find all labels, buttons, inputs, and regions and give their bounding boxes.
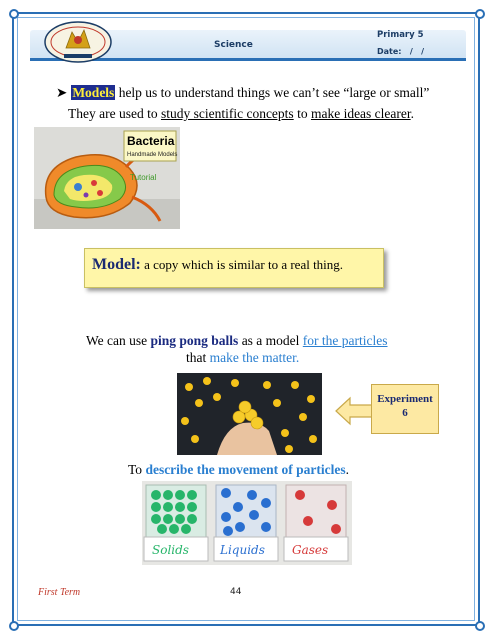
liquids-card-label: Liquids <box>220 543 265 557</box>
experiment-label: Experiment <box>377 393 433 405</box>
movement-line <box>128 462 349 478</box>
underlined-phrase: make ideas clearer <box>310 106 411 121</box>
intro-text: help us to understand things we can’t see “large or small” <box>115 85 430 100</box>
underlined-phrase: study scientific concepts <box>160 106 294 121</box>
frame-corner-ornament <box>9 9 19 19</box>
body-text: To <box>128 462 146 477</box>
experiment-callout <box>371 384 439 434</box>
school-logo <box>42 20 114 64</box>
body-text: We can use <box>86 333 151 348</box>
subject-label: Science <box>214 40 253 50</box>
particles-link: for the particles <box>302 333 388 348</box>
bacteria-model-photo <box>34 127 180 229</box>
states-of-matter-photo <box>142 481 352 565</box>
body-text: as a model <box>238 333 303 348</box>
ping-pong-highlight: ping pong balls <box>150 333 239 348</box>
bullet-arrow-icon: ➤ <box>56 85 68 100</box>
matter-phrase: make the matter. <box>209 350 300 365</box>
intro-text: . <box>410 106 415 121</box>
keyword-models: Models <box>72 85 115 100</box>
bacteria-subtitle: Handmade Models <box>127 152 178 158</box>
body-text: . <box>345 462 350 477</box>
definition-body: a copy which is similar to a real thing. <box>140 257 344 272</box>
grade-label: Primary 5 <box>377 30 424 40</box>
ping-pong-line-2 <box>186 350 299 366</box>
date-field: Date: / / <box>377 47 425 56</box>
intro-line-2 <box>68 106 414 122</box>
experiment-number: 6 <box>402 407 408 419</box>
gases-card-label: Gases <box>292 543 329 557</box>
intro-text: They are used to <box>68 106 161 121</box>
frame-corner-ornament <box>475 621 485 631</box>
movement-highlight: describe the movement of particles <box>145 462 346 477</box>
intro-text: to <box>293 106 311 121</box>
ping-pong-line-1 <box>86 333 388 349</box>
solids-card-label: Solids <box>152 543 189 557</box>
frame-corner-ornament <box>475 9 485 19</box>
experiment-arrow-icon <box>334 396 376 426</box>
bacteria-title: Bacteria <box>127 134 175 148</box>
body-text: that <box>186 350 210 365</box>
definition-term: Model: <box>92 256 141 273</box>
bacteria-tag: Tutorial <box>130 173 157 182</box>
ping-pong-balls-photo <box>177 373 322 455</box>
page-number: 44 <box>230 587 242 597</box>
intro-line-1 <box>56 85 429 101</box>
definition-text <box>92 256 343 274</box>
footer-term: First Term <box>38 587 81 598</box>
frame-corner-ornament <box>9 621 19 631</box>
